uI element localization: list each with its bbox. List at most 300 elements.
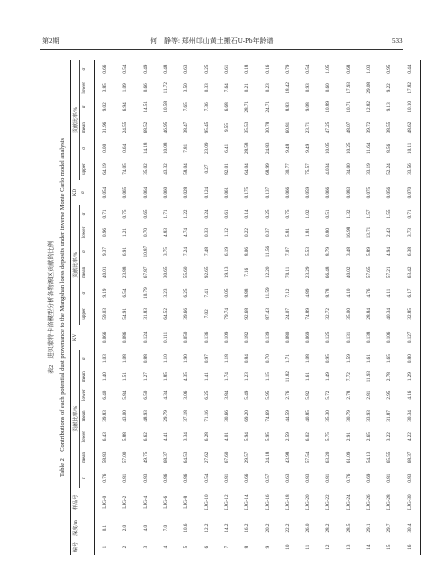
hdr-sd: σ xyxy=(80,291,87,295)
cell-value: 31.96 xyxy=(102,121,109,134)
cell-value: 40.01 xyxy=(102,266,109,279)
cell-value: 43.98 xyxy=(284,451,291,464)
cell-value: 7.07 xyxy=(284,247,291,257)
cell-value: 92.65 xyxy=(203,266,210,279)
cell-value: 14.18 xyxy=(142,142,149,155)
cell-value: 0.070 xyxy=(399,180,420,205)
table-caption-zh: 表2 进贝蒙特卡洛模型分析各物源区贡献的比例 xyxy=(48,240,55,375)
cell-value: 49.75 xyxy=(142,451,149,464)
cell-value: 3.75 xyxy=(163,247,170,257)
cell-value: 64.53 xyxy=(183,451,190,464)
cell-value: 29.79 xyxy=(163,410,170,422)
table-row xyxy=(95,60,116,555)
hdr-lower: lower xyxy=(80,430,87,443)
hdr-mean: mean xyxy=(80,266,87,278)
cell-value: 75.57 xyxy=(305,163,312,175)
hdr-sd: σ xyxy=(80,250,87,253)
cell-value: 6.19 xyxy=(223,247,230,257)
cell-value: 6.62 xyxy=(142,432,149,442)
cell-value: 0.61 xyxy=(223,209,230,219)
cell-value: 33.93 xyxy=(366,410,372,422)
cell-value: 74.69 xyxy=(264,410,271,422)
cell-value: 8.78 xyxy=(325,288,332,298)
hdr-sd: σ xyxy=(80,105,87,109)
cell-value: 24.83 xyxy=(264,142,271,155)
cell-sample: LJG-8 xyxy=(183,495,190,509)
table-row xyxy=(399,60,420,555)
cell-value: 32.72 xyxy=(325,308,332,320)
cell-value: 10.71 xyxy=(345,101,352,113)
cell-value: 1.29 xyxy=(399,368,420,386)
cell-value: 2.95 xyxy=(386,390,393,400)
cell-value: 0.54 xyxy=(122,64,129,74)
cell-value: 3.73 xyxy=(399,223,420,242)
cell-value: 33.56 xyxy=(399,158,420,180)
cell-value: 1.61 xyxy=(366,354,372,364)
cell-value: 5.94 xyxy=(244,432,251,442)
cell-value: 0.51 xyxy=(325,209,332,219)
cell-value: 13.71 xyxy=(366,226,372,239)
col-kd: KD xyxy=(72,188,79,197)
rotated-table-page xyxy=(40,60,412,555)
cell-value: 37.18 xyxy=(183,410,190,422)
cell-value: 95.45 xyxy=(203,121,210,134)
table-row xyxy=(257,60,277,555)
cell-value: 32.85 xyxy=(399,303,420,325)
cell-sample: LJG-6 xyxy=(163,495,170,509)
cell-value: 4.83 xyxy=(163,228,170,237)
cell-value: 67.87 xyxy=(142,266,149,279)
cell-value: 0.136 xyxy=(203,331,210,344)
cell-value: 7.12 xyxy=(284,288,291,298)
cell-value: 9.22 xyxy=(386,83,393,93)
cell-value: 64.04 xyxy=(244,163,251,175)
cell-value: 55.60 xyxy=(183,266,190,279)
cell-value: 1.03 xyxy=(366,64,372,74)
cell-depth: 28.5 xyxy=(345,523,352,533)
cell-value: 39.83 xyxy=(102,410,109,422)
cell-value: 5.72 xyxy=(325,390,332,400)
cell-value: 17.93 xyxy=(345,82,352,94)
cell-value: 10.58 xyxy=(163,101,170,113)
cell-value: 0.80 xyxy=(325,228,332,237)
cell-value: 0.71 xyxy=(399,205,420,223)
cell-value: 2.76 xyxy=(284,390,291,400)
cell-value: 0.95 xyxy=(386,64,393,74)
cell-no: 1 xyxy=(102,545,109,549)
cell-value: 10.89 xyxy=(325,101,332,113)
cell-value: 71.16 xyxy=(203,410,210,422)
cell-value: 0.65 xyxy=(142,209,149,219)
cell-value: 9.13 xyxy=(386,102,393,112)
cell-value: 9.08 xyxy=(305,102,312,112)
cell-value: 0.60 xyxy=(325,83,332,93)
table-row xyxy=(298,60,318,555)
cell-value: 0.79 xyxy=(284,64,291,74)
cell-value: 6.38 xyxy=(399,242,420,261)
cell-value: 48.93 xyxy=(142,410,149,422)
cell-value: 7.64 xyxy=(223,83,230,93)
cell-value: 0.109 xyxy=(223,331,230,344)
hdr-mean: mean xyxy=(80,371,87,383)
cell-value: 0.061 xyxy=(223,186,230,199)
cell-value: 9.19 xyxy=(102,288,109,298)
cell-depth: 28.2 xyxy=(325,523,332,533)
cell-value: 29.08 xyxy=(366,82,372,94)
cell-value: 0.81 xyxy=(386,473,393,483)
cell-value: 1.57 xyxy=(366,209,372,219)
cell-value: 1.03 xyxy=(102,354,109,364)
cell-value: 0.88 xyxy=(142,354,149,364)
table-row xyxy=(379,60,399,555)
cell-value: 57.65 xyxy=(366,266,372,279)
cell-value: 40.34 xyxy=(386,308,393,320)
cell-no: 10 xyxy=(284,544,291,550)
cell-no: 4 xyxy=(163,545,170,549)
cell-value: 5.53 xyxy=(305,247,312,257)
cell-value: 0.069 xyxy=(305,331,312,344)
cell-value: 1.21 xyxy=(122,228,129,237)
cell-value: 9.02 xyxy=(102,102,109,112)
table-row xyxy=(359,60,379,555)
cell-value: 8.88 xyxy=(244,288,251,298)
cell-value: 5.88 xyxy=(122,432,129,442)
cell-value: 2.78 xyxy=(386,372,393,382)
cell-value: 0.056 xyxy=(386,186,393,199)
cell-value: 1.02 xyxy=(305,209,312,219)
cell-value: 3.84 xyxy=(223,390,230,400)
cell-value: 63.42 xyxy=(399,261,420,283)
cell-value: 0.57 xyxy=(264,473,271,483)
cell-value: 2.78 xyxy=(345,390,352,400)
table-row xyxy=(217,60,237,555)
cell-value: 35.53 xyxy=(244,121,251,134)
cell-depth: 16.2 xyxy=(244,523,251,533)
cell-value: 35.02 xyxy=(142,163,149,175)
cell-value: 0.131 xyxy=(345,331,352,344)
cell-value: 1.32 xyxy=(345,209,352,219)
cell-no: 9 xyxy=(264,545,271,549)
cell-value: 58.04 xyxy=(183,163,190,175)
cell-value: 10.25 xyxy=(345,142,352,155)
page-number: 533 xyxy=(392,37,403,45)
cell-value: 74.05 xyxy=(122,163,129,175)
cell-value: 0.86 xyxy=(183,473,190,483)
group-header-1: 贡献比率/% xyxy=(71,350,80,488)
cell-sample: LJG-4 xyxy=(142,495,149,509)
cell-value: 5.75 xyxy=(325,432,332,442)
cell-value: 24.55 xyxy=(122,121,129,134)
cell-value: 16.98 xyxy=(345,226,352,239)
cell-value: 11.59 xyxy=(264,287,271,299)
cell-value: 4.89 xyxy=(305,288,312,298)
cell-value: 4.94 xyxy=(386,247,393,257)
cell-value: 11.93 xyxy=(366,371,372,383)
cell-value: 19.13 xyxy=(223,266,230,279)
cell-value: 10.79 xyxy=(142,287,149,299)
cell-value: 6.43 xyxy=(102,432,109,442)
cell-value: 0.083 xyxy=(345,186,352,199)
cell-value: 0.54 xyxy=(203,473,210,483)
cell-value: 1.61 xyxy=(305,372,312,382)
cell-value: 57.00 xyxy=(122,451,129,464)
cell-sample: LJG-16 xyxy=(264,494,271,511)
cell-value: 54.91 xyxy=(122,308,129,320)
table-row xyxy=(115,60,135,555)
cell-value: 5.49 xyxy=(244,390,251,400)
cell-value: 0.54 xyxy=(305,64,312,74)
cell-value: 0.84 xyxy=(244,354,251,364)
cell-sample: LJG-2 xyxy=(122,495,129,509)
cell-value: 92.68 xyxy=(244,308,251,320)
cell-value: 6.54 xyxy=(122,288,129,298)
cell-value: 6.02 xyxy=(305,432,312,442)
cell-value: 74.89 xyxy=(305,308,312,320)
cell-value: 0.86 xyxy=(163,473,170,483)
cell-value: 0.48 xyxy=(163,64,170,74)
cell-value: 0.05 xyxy=(223,288,230,298)
cell-value: 0.96 xyxy=(102,228,109,237)
cell-value: 24.07 xyxy=(284,308,291,320)
cell-value: 11.72 xyxy=(163,82,170,94)
hdr-lower: lower xyxy=(80,389,87,401)
cell-value: 0.49 xyxy=(142,64,149,74)
cell-value: 70.11 xyxy=(284,266,291,278)
cell-value: 0.064 xyxy=(142,186,149,199)
cell-value: 0.66 xyxy=(102,64,109,74)
cell-value: 0.75 xyxy=(122,209,129,219)
cell-value: 8.83 xyxy=(284,102,291,112)
cell-depth: 29.1 xyxy=(366,523,372,533)
cell-value: 0.97 xyxy=(203,354,210,364)
cell-value: 59.03 xyxy=(102,308,109,320)
cell-value: 30.65 xyxy=(163,266,170,279)
cell-value: 6.91 xyxy=(122,247,129,257)
cell-value: 48.62 xyxy=(399,116,420,138)
col-kv: KV xyxy=(72,333,79,342)
cell-value: 1.12 xyxy=(223,228,230,237)
cell-value: 28.71 xyxy=(244,101,251,113)
cell-value: 4.11 xyxy=(386,288,393,298)
cell-value: 12.20 xyxy=(264,266,271,279)
cell-value: 0.106 xyxy=(386,331,393,344)
cell-value: 68.99 xyxy=(264,163,271,175)
cell-value: 7.65 xyxy=(183,102,190,112)
hdr-mean: mean xyxy=(80,122,87,134)
cell-value: 3.23 xyxy=(163,288,170,298)
cell-value: 61.09 xyxy=(345,451,352,464)
cell-value: 0.175 xyxy=(244,186,251,199)
cell-value: 58.83 xyxy=(102,451,109,464)
cell-value: 0.23 xyxy=(264,83,271,93)
cell-value: 1.90 xyxy=(183,354,190,364)
cell-value: 4.34 xyxy=(163,390,170,400)
cell-value: 0.060 xyxy=(163,186,170,199)
cell-value: 7.24 xyxy=(183,247,190,257)
cell-value: 68.52 xyxy=(142,121,149,134)
cell-value: 87.43 xyxy=(264,308,271,320)
cell-value: 0.76 xyxy=(102,473,109,483)
cell-value: 1.22 xyxy=(183,209,190,219)
hdr-upper: upper xyxy=(80,308,87,320)
group-header-2: 贡献比率/% xyxy=(71,205,80,325)
cell-value: 4.16 xyxy=(399,386,420,405)
cell-value: 4.10 xyxy=(345,288,352,298)
cell-value: 4.034 xyxy=(325,163,332,175)
cell-value: 54.13 xyxy=(366,451,372,464)
cell-value: 4.22 xyxy=(399,427,420,446)
cell-value: 0.95 xyxy=(325,354,332,364)
cell-value: 1.10 xyxy=(163,354,170,364)
cell-value: 0.124 xyxy=(203,186,210,199)
cell-value: 9.49 xyxy=(305,143,312,153)
cell-value: 1.49 xyxy=(325,372,332,382)
table-caption-en: Table 2 Contributions of each potential dust provenance to the Mangshan loess deposits under inverse Monte Carlo model analysis xyxy=(59,137,66,478)
cell-value: 82.01 xyxy=(223,163,230,175)
cell-value: 2.91 xyxy=(345,432,352,442)
cell-value: 0.18 xyxy=(244,64,251,74)
cell-value: 6.28 xyxy=(203,432,210,442)
cell-value: 0.066 xyxy=(102,331,109,344)
cell-value: 1.51 xyxy=(122,372,129,382)
hdr-lower: lower xyxy=(80,81,87,94)
cell-depth: 0.1 xyxy=(102,524,109,532)
cell-value: 0.83 xyxy=(399,469,420,488)
cell-value: 0.050 xyxy=(183,331,190,344)
cell-value: 1.41 xyxy=(203,372,210,382)
cell-value: 5.81 xyxy=(284,228,291,237)
cell-value: 1.71 xyxy=(163,209,170,219)
cell-value: 0.182 xyxy=(244,331,251,344)
cell-depth: 12.2 xyxy=(203,523,210,533)
cell-no: 11 xyxy=(305,544,312,550)
cell-value: 0.27 xyxy=(203,164,210,174)
cell-value: 0.14 xyxy=(244,209,251,219)
col-sample: 样品号 xyxy=(72,494,79,510)
cell-no: 12 xyxy=(325,544,332,550)
cell-value: 7.02 xyxy=(203,309,210,319)
cell-value: 31.87 xyxy=(386,410,393,422)
hdr-sd: σ xyxy=(80,357,87,361)
cell-depth: 29.7 xyxy=(386,523,393,533)
hdr-mean: mean xyxy=(80,451,87,463)
hdr-mean: mean xyxy=(80,410,87,422)
cell-no: 6 xyxy=(203,545,210,549)
cell-value: 5.82 xyxy=(305,390,312,400)
cell-value: 0.111 xyxy=(163,331,170,343)
cell-no: 5 xyxy=(183,545,190,549)
cell-value: 30.78 xyxy=(264,121,271,134)
hdr-sd: σ xyxy=(80,67,87,71)
cell-no: 16 xyxy=(399,539,420,555)
cell-value: 0.83 xyxy=(305,473,312,483)
cell-value: 0.66 xyxy=(244,473,251,483)
table-row xyxy=(278,60,298,555)
cell-value: 43.00 xyxy=(122,410,129,422)
cell-value: 23.09 xyxy=(203,142,210,155)
cell-value: 64.19 xyxy=(102,163,109,175)
cell-value: 10.08 xyxy=(163,142,170,155)
cell-no: 14 xyxy=(366,544,372,550)
cell-value: 3.85 xyxy=(102,83,109,93)
cell-depth: 22.2 xyxy=(284,523,291,533)
cell-value: 0.125 xyxy=(325,331,332,344)
cell-value: 0.69 xyxy=(366,473,372,483)
hdr-sd: σ xyxy=(80,146,87,150)
cell-value: 0.44 xyxy=(399,60,420,78)
cell-value: 31.83 xyxy=(142,308,149,320)
cell-value: 11.56 xyxy=(264,245,271,258)
cell-value: 4.41 xyxy=(163,432,170,442)
cell-value: 0.81 xyxy=(223,473,230,483)
cell-value: 0.80 xyxy=(399,350,420,368)
cell-value: 0.075 xyxy=(366,186,372,199)
cell-sample: LJG-24 xyxy=(345,494,352,511)
cell-value: 46.95 xyxy=(163,121,170,134)
cell-value: 0.68 xyxy=(345,64,352,74)
col-no: 编号 xyxy=(72,542,79,553)
cell-value: 10.10 xyxy=(399,97,420,116)
cell-value: 69.20 xyxy=(244,410,251,422)
cell-value: 6.68 xyxy=(223,102,230,112)
cell-value: 5.89 xyxy=(366,247,372,257)
running-title: 何 静等: 郑州邙山黄土搬石U-Pb年龄谱 xyxy=(150,37,274,45)
cell-value: 2.43 xyxy=(386,228,393,237)
cell-value: 65.55 xyxy=(386,451,393,464)
cell-value: 1.09 xyxy=(122,83,129,93)
cell-value: 8.06 xyxy=(244,247,251,257)
cell-value: 43.32 xyxy=(163,163,170,175)
cell-value: 44.59 xyxy=(284,410,291,422)
cell-value: 1.65 xyxy=(386,354,393,364)
cell-value: 3.06 xyxy=(183,390,190,400)
cell-value: 1.71 xyxy=(284,354,291,364)
cell-value: 29.57 xyxy=(244,451,251,464)
cell-value: 68.37 xyxy=(163,451,170,464)
cell-depth: 2.0 xyxy=(122,524,129,532)
cell-value: 0.25 xyxy=(264,209,271,219)
cell-value: 5.95 xyxy=(264,432,271,442)
cell-value: 68.37 xyxy=(399,446,420,468)
cell-value: 11.64 xyxy=(366,142,372,154)
cell-depth: 30.4 xyxy=(399,517,420,539)
cell-value: 18.42 xyxy=(284,82,291,94)
cell-value: 57.54 xyxy=(305,451,312,464)
cell-value: 1.74 xyxy=(223,372,230,382)
cell-value: 47.25 xyxy=(325,121,332,134)
cell-no: 13 xyxy=(345,544,352,550)
cell-value: 1.40 xyxy=(102,372,109,382)
cell-value: 4.76 xyxy=(366,288,372,298)
table-row xyxy=(136,60,156,555)
cell-no: 3 xyxy=(142,545,149,549)
cell-value: 52.24 xyxy=(386,163,393,175)
cell-value: 0.24 xyxy=(203,209,210,219)
cell-sample: LJG-28 xyxy=(386,494,393,511)
cell-value: 0.066 xyxy=(284,186,291,199)
hdr-r: r xyxy=(80,477,87,480)
cell-value: 7.48 xyxy=(203,247,210,257)
cell-value: 0.138 xyxy=(366,331,372,344)
cell-value: 0.81 xyxy=(122,473,129,483)
cell-sample: LJG-10 xyxy=(203,494,210,511)
cell-value: 0.66 xyxy=(142,83,149,93)
cell-value: 9.55 xyxy=(223,123,230,133)
cell-value: 6.50 xyxy=(142,390,149,400)
cell-value: 1.15 xyxy=(264,372,271,382)
cell-value: 10.05 xyxy=(325,142,332,155)
cell-value: 30.77 xyxy=(284,163,291,175)
